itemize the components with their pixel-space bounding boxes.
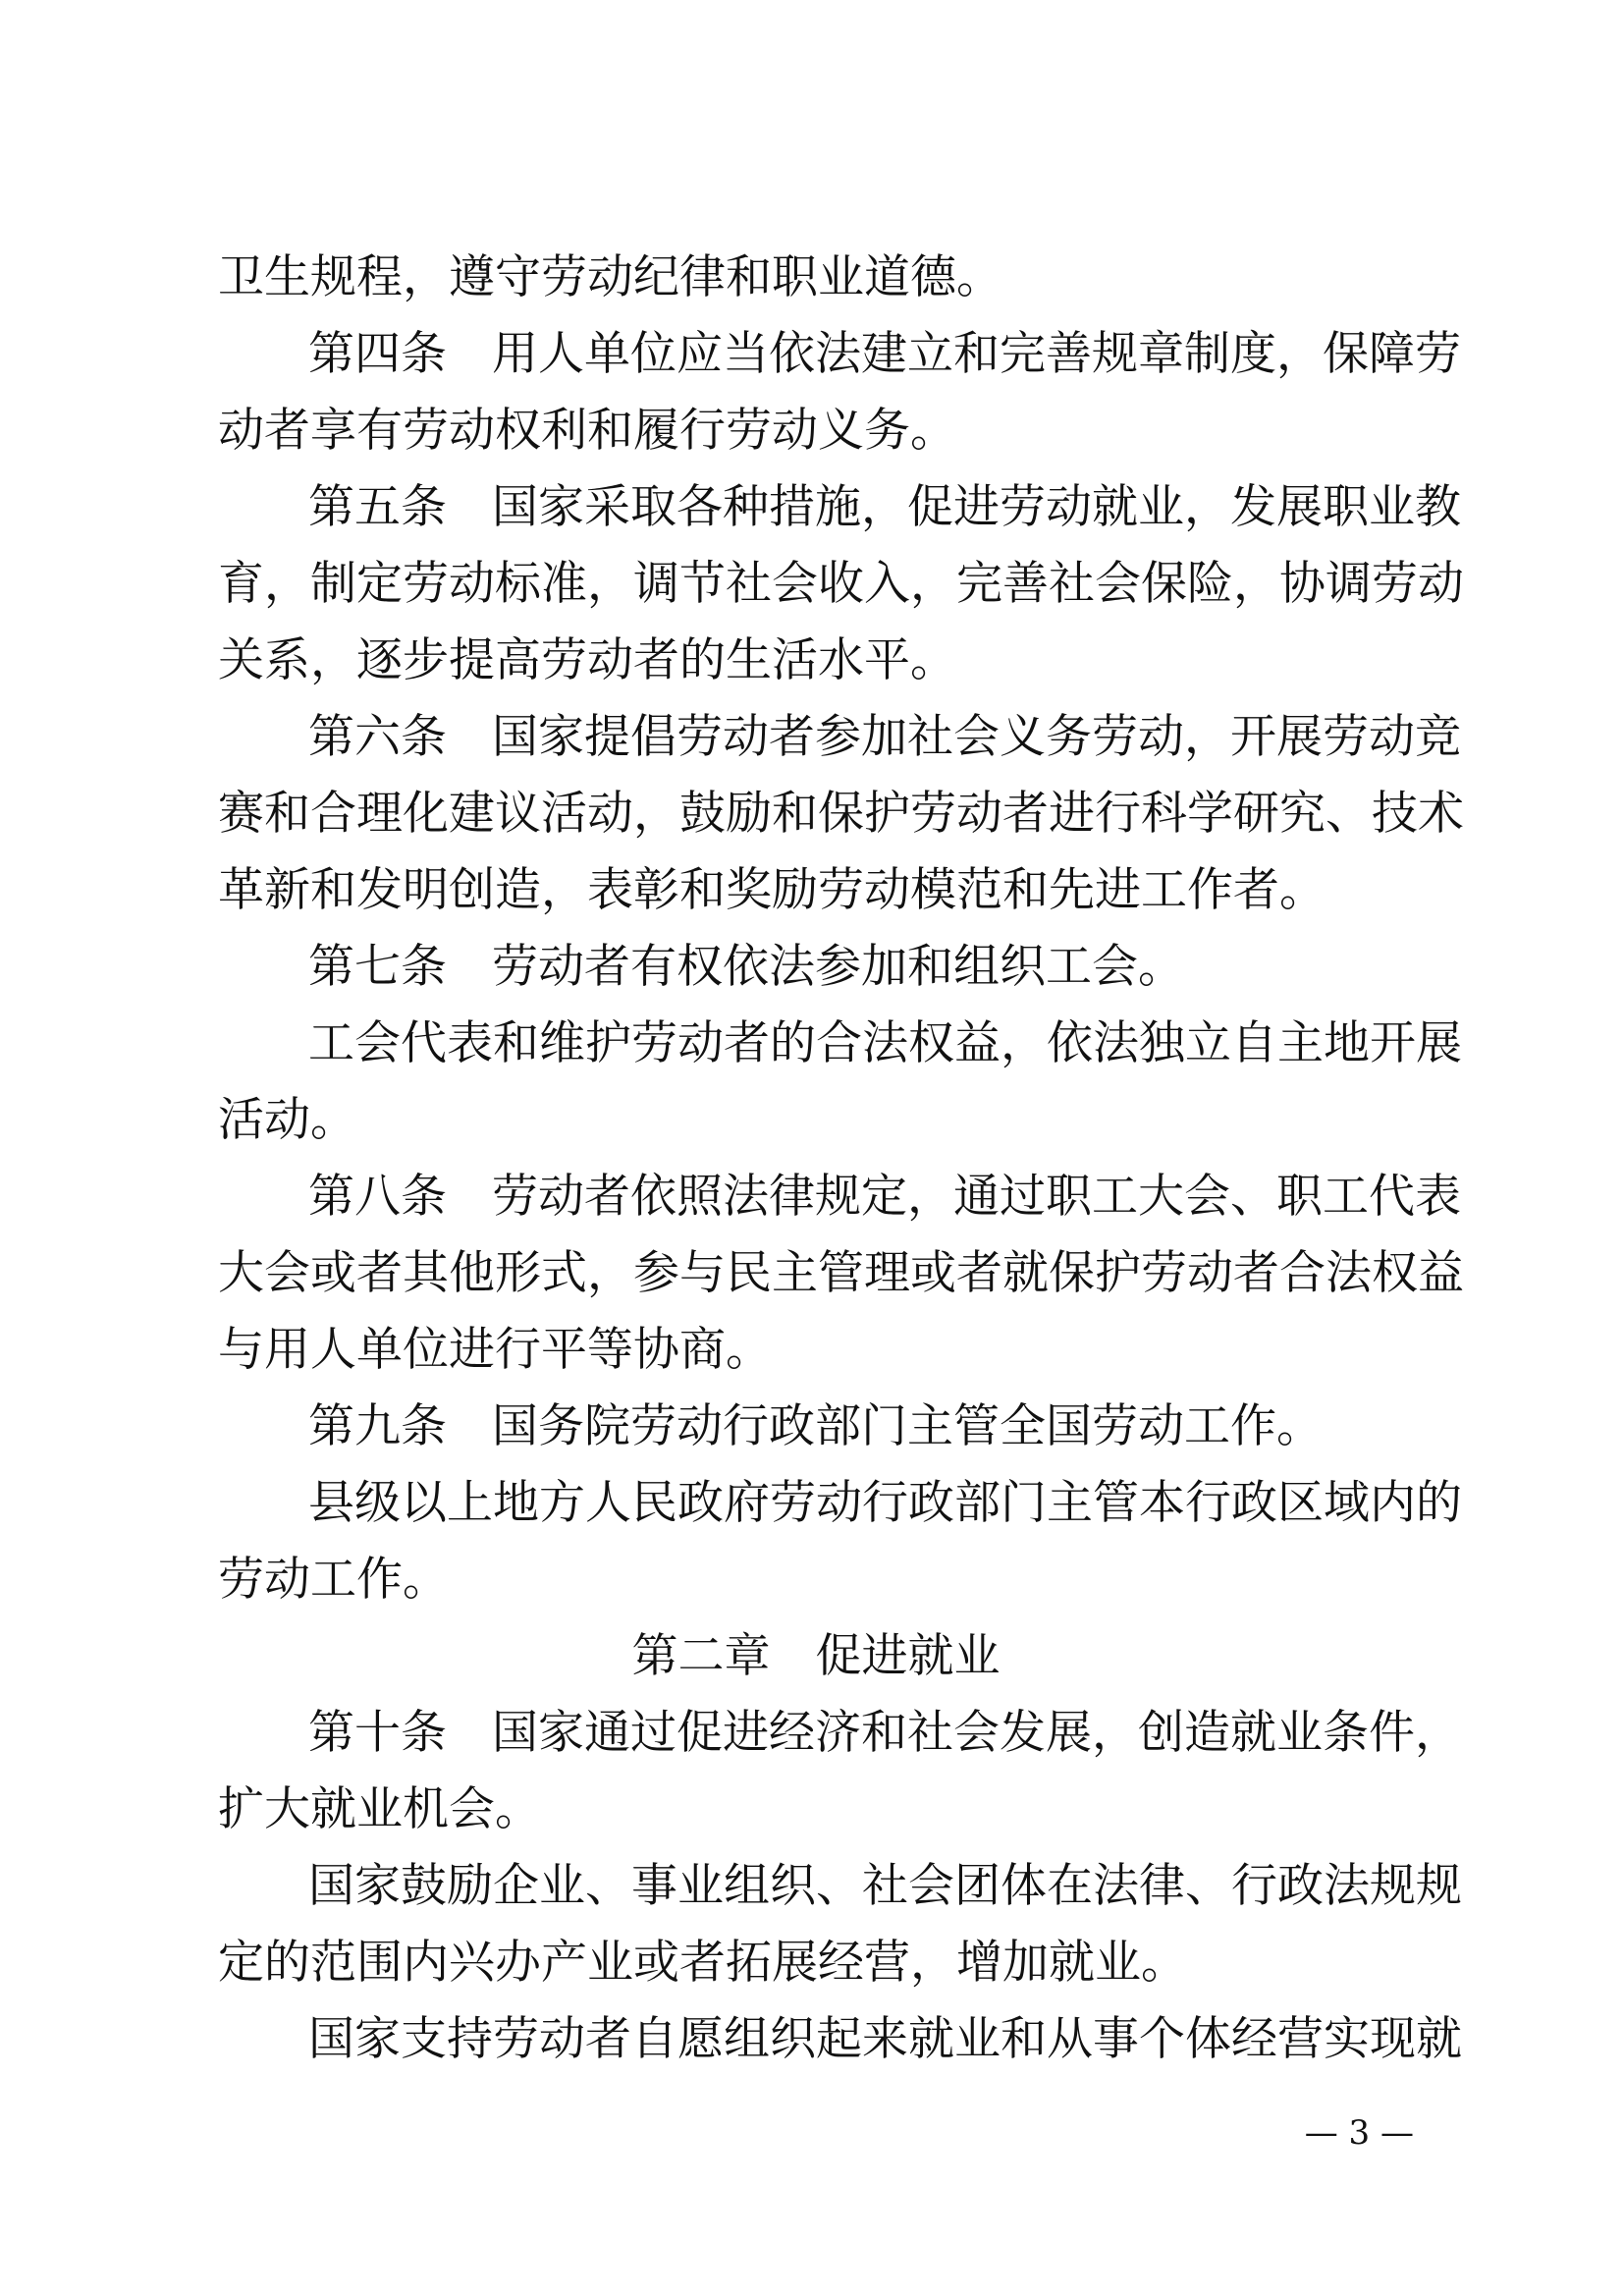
- text-line: 卫生规程，遵守劳动纪律和职业道德。: [218, 250, 1002, 304]
- text-line: 定的范围内兴办产业或者拓展经营，增加就业。: [218, 1936, 1187, 1990]
- article-number: 第十条: [308, 1706, 447, 1760]
- text-line: 大会或者其他形式，参与民主管理或者就保护劳动者合法权益: [218, 1246, 1464, 1300]
- text-line: 工会代表和维护劳动者的合法权益，依法独立自主地开展: [308, 1016, 1462, 1070]
- article-7-line: 第七条 劳动者有权依法参加和组织工会。: [308, 940, 1184, 994]
- article-number: 第四条: [308, 327, 447, 381]
- text-line: 关系，逐步提高劳动者的生活水平。: [218, 633, 956, 687]
- text-line: 国家鼓励企业、事业组织、社会团体在法律、行政法规规: [308, 1859, 1462, 1913]
- article-number: 第八条: [308, 1170, 447, 1224]
- text-line: 国家支持劳动者自愿组织起来就业和从事个体经营实现就: [308, 2012, 1462, 2066]
- page-number: — 3 —: [1304, 2113, 1414, 2153]
- article-9-line: 第九条 国务院劳动行政部门主管全国劳动工作。: [308, 1399, 1323, 1453]
- text-line: 县级以上地方人民政府劳动行政部门主管本行政区域内的: [308, 1476, 1462, 1530]
- article-5-line: 第五条 国家采取各种措施，促进劳动就业，发展职业教: [308, 480, 1461, 534]
- text-line: 劳动工作。: [218, 1553, 449, 1607]
- text-line: 育，制定劳动标准，调节社会收入，完善社会保险，协调劳动: [218, 557, 1464, 611]
- article-number: 第六条: [308, 710, 447, 764]
- chapter-number: 第二章: [631, 1629, 771, 1683]
- text-line: 动者享有劳动权利和履行劳动义务。: [218, 404, 956, 458]
- text-line: 赛和合理化建议活动，鼓励和保护劳动者进行科学研究、技术: [218, 787, 1464, 841]
- text-line: 与用人单位进行平等协商。: [218, 1323, 772, 1377]
- article-8-line: 第八条 劳动者依照法律规定，通过职工大会、职工代表: [308, 1170, 1461, 1224]
- text-line: 扩大就业机会。: [218, 1782, 541, 1836]
- text-line: 活动。: [218, 1093, 356, 1147]
- article-4-line: 第四条 用人单位应当依法建立和完善规章制度，保障劳: [308, 327, 1461, 381]
- article-number: 第九条: [308, 1399, 447, 1453]
- chapter-title: 促进就业: [815, 1629, 1001, 1683]
- chapter-heading: [218, 1618, 1414, 1695]
- article-6-line: 第六条 国家提倡劳动者参加社会义务劳动，开展劳动竞: [308, 710, 1461, 764]
- document-body: [218, 240, 1464, 2078]
- article-10-line: 第十条 国家通过促进经济和社会发展，创造就业条件，: [308, 1706, 1461, 1760]
- article-number: 第七条: [308, 940, 447, 994]
- text-line: 革新和发明创造，表彰和奖励劳动模范和先进工作者。: [218, 863, 1325, 917]
- article-number: 第五条: [308, 480, 447, 534]
